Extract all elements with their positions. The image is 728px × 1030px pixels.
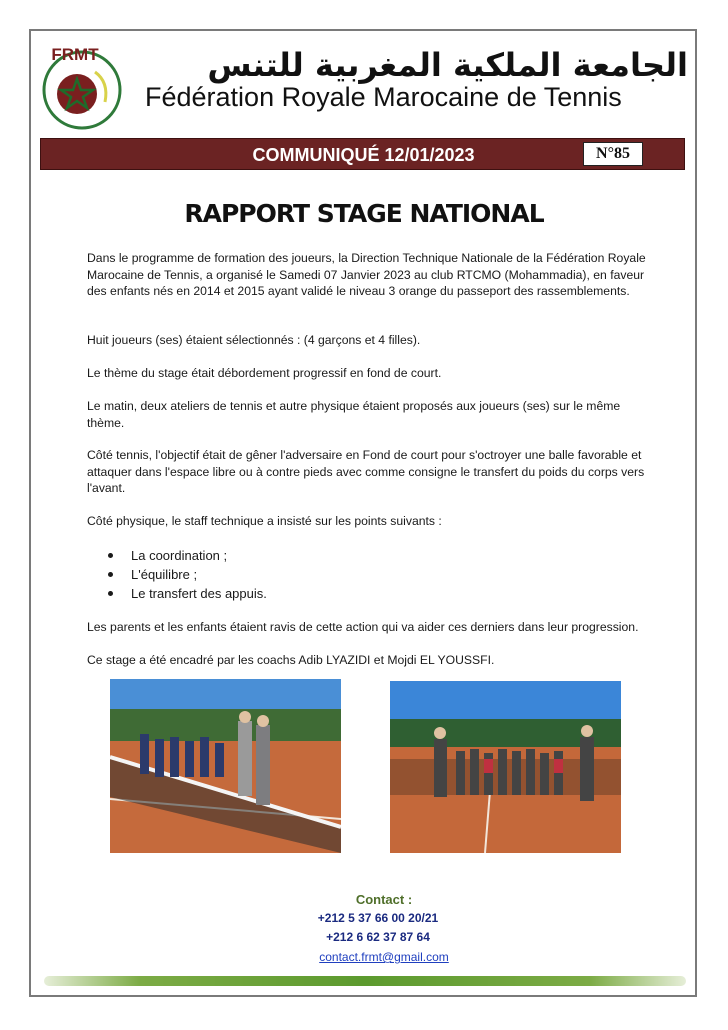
contact-email-link[interactable]: contact.frmt@gmail.com bbox=[319, 950, 449, 964]
communique-title: COMMUNIQUÉ 12/01/2023 bbox=[252, 145, 475, 165]
french-title: Fédération Royale Marocaine de Tennis bbox=[145, 82, 622, 112]
list-item: L'équilibre ; bbox=[106, 565, 267, 584]
logo-text: FRMT bbox=[51, 45, 99, 64]
communique-number: N°85 bbox=[583, 142, 643, 166]
paragraph-selection: Huit joueurs (ses) étaient sélectionnés : (4 garçons et 4 filles). bbox=[87, 333, 421, 347]
contact-phone-landline: +212 5 37 66 00 20/21 bbox=[317, 911, 439, 925]
list-item: La coordination ; bbox=[106, 546, 267, 565]
paragraph-morning: Le matin, deux ateliers de tennis et autre physique étaient proposés aux joueurs (ses) sur le même thème. bbox=[87, 399, 621, 430]
stage-photo-right bbox=[390, 681, 621, 853]
paragraph-tennis: Côté tennis, l'objectif était de gêner l'adversaire en Fond de court pour s'octroyer une balle favorable et attaquer dans l'espace libre ou à contre pieds avec comme consigne le transfert du poids du corps vers l'avant. bbox=[87, 448, 645, 495]
paragraph-parents: Les parents et les enfants étaient ravis de cette action qui va aider ces derniers dans leur progression. bbox=[87, 620, 639, 634]
list-item: Le transfert des appuis. bbox=[106, 584, 267, 603]
physical-points-list bbox=[106, 546, 267, 603]
stage-photo-left bbox=[110, 679, 341, 853]
paragraph-physical: Côté physique, le staff technique a insisté sur les points suivants : bbox=[87, 514, 442, 528]
arabic-title: الجامعة الملكية المغربية للتنس bbox=[207, 46, 688, 84]
report-headline: RAPPORT STAGE NATIONAL bbox=[184, 199, 544, 228]
contact-phone-mobile: +212 6 62 37 87 64 bbox=[326, 930, 430, 944]
paragraph-theme: Le thème du stage était débordement progressif en fond de court. bbox=[87, 366, 442, 380]
frmt-logo bbox=[37, 42, 127, 132]
paragraph-coaches: Ce stage a été encadré par les coachs Adib LYAZIDI et Mojdi EL YOUSSFI. bbox=[87, 653, 495, 667]
paragraph-intro: Dans le programme de formation des joueurs, la Direction Technique Nationale de la Fédération Royale Marocaine de Tennis, a organisé le Samedi 07 Janvier 2023 au club RTCMO (Mohammadia), en faveur des enfants nés en 2014 et 2015 ayant validé le niveau 3 orange du passeport des rassemblements. bbox=[87, 251, 646, 298]
grass-divider bbox=[44, 972, 686, 988]
contact-label: Contact : bbox=[355, 892, 413, 907]
